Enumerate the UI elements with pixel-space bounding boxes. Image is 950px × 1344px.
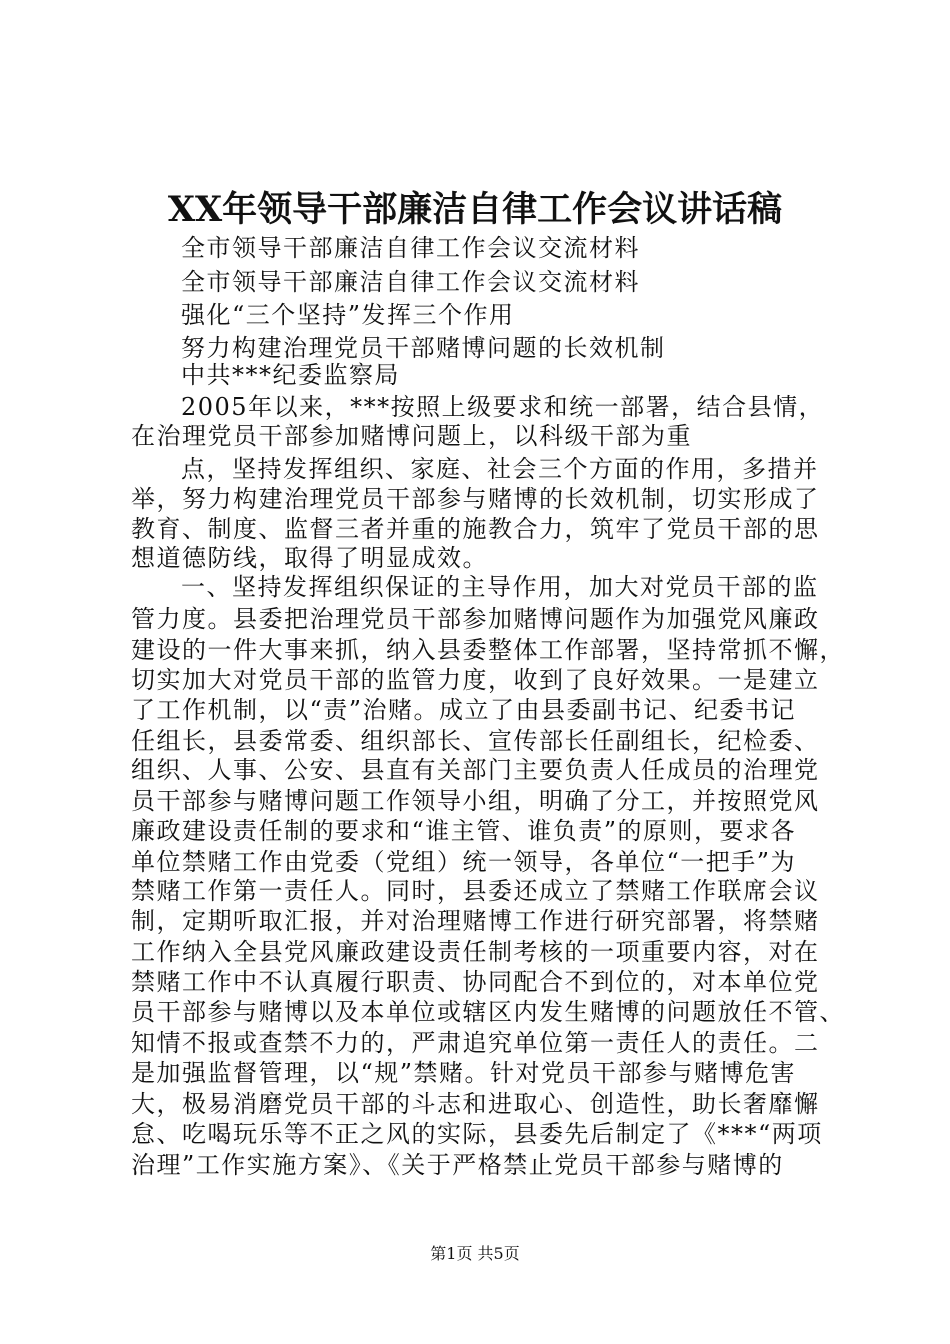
body-line: 制，定期听取汇报，并对治理赌博工作进行研究部署，将禁赌 <box>131 907 820 935</box>
body-line: 怠、吃喝玩乐等不正之风的实际，县委先后制定了《***“两项 <box>131 1120 823 1148</box>
body-line: 治理”工作实施方案》、《关于严格禁止党员干部参与赌博的 <box>131 1151 784 1179</box>
subtitle-line: 强化“三个坚持”发挥三个作用 <box>181 301 515 329</box>
body-line: 知情不报或查禁不力的，严肃追究单位第一责任人的责任。二 <box>131 1029 820 1057</box>
page-number-footer: 第1页 共5页 <box>430 1244 520 1263</box>
subtitle-line: 全市领导干部廉洁自律工作会议交流材料 <box>181 268 640 296</box>
body-line: 组织、人事、公安、县直有关部门主要负责人任成员的治理党 <box>131 756 820 784</box>
body-line: 2005年以来，***按照上级要求和统一部署，结合县情， <box>181 393 825 421</box>
body-line: 想道德防线，取得了明显成效。 <box>131 544 488 572</box>
body-line: 禁赌工作第一责任人。同时，县委还成立了禁赌工作联席会议 <box>131 877 820 905</box>
body-line: 举，努力构建治理党员干部参与赌博的长效机制，切实形成了 <box>131 485 820 513</box>
author-line: 中共***纪委监察局 <box>181 361 400 389</box>
body-line: 一、坚持发挥组织保证的主导作用，加大对党员干部的监 <box>181 573 819 601</box>
body-line: 切实加大对党员干部的监管力度，收到了良好效果。一是建立 <box>131 666 820 694</box>
body-line: 单位禁赌工作由党委（党组）统一领导，各单位“一把手”为 <box>131 848 797 876</box>
subtitle-line: 努力构建治理党员干部赌博问题的长效机制 <box>181 334 666 362</box>
body-line: 员干部参与赌博问题工作领导小组，明确了分工，并按照党风 <box>131 787 820 815</box>
body-line: 在治理党员干部参加赌博问题上，以科级干部为重 <box>131 422 692 450</box>
document-title: XX年领导干部廉洁自律工作会议讲话稿 <box>167 189 783 230</box>
body-line: 教育、制度、监督三者并重的施教合力，筑牢了党员干部的思 <box>131 515 820 543</box>
body-line: 了工作机制，以“责”治赌。成立了由县委副书记、纪委书记 <box>131 696 797 724</box>
body-line: 大，极易消磨党员干部的斗志和进取心、创造性，助长奢靡懈 <box>131 1090 820 1118</box>
body-line: 员干部参与赌博以及本单位或辖区内发生赌博的问题放任不管、 <box>131 998 845 1026</box>
body-line: 工作纳入全县党风廉政建设责任制考核的一项重要内容，对在 <box>131 938 820 966</box>
subtitle-line: 全市领导干部廉洁自律工作会议交流材料 <box>181 234 640 262</box>
body-line: 廉政建设责任制的要求和“谁主管、谁负责”的原则，要求各 <box>131 817 797 845</box>
body-line: 是加强监督管理，以“规”禁赌。针对党员干部参与赌博危害 <box>131 1059 797 1087</box>
body-line: 管力度。县委把治理党员干部参加赌博问题作为加强党风廉政 <box>131 605 820 633</box>
body-line: 点，坚持发挥组织、家庭、社会三个方面的作用，多措并 <box>181 455 819 483</box>
body-line: 任组长，县委常委、组织部长、宣传部长任副组长，纪检委、 <box>131 727 820 755</box>
body-line: 建设的一件大事来抓，纳入县委整体工作部署，坚持常抓不懈， <box>131 636 845 664</box>
body-line: 禁赌工作中不认真履行职责、协同配合不到位的，对本单位党 <box>131 968 820 996</box>
